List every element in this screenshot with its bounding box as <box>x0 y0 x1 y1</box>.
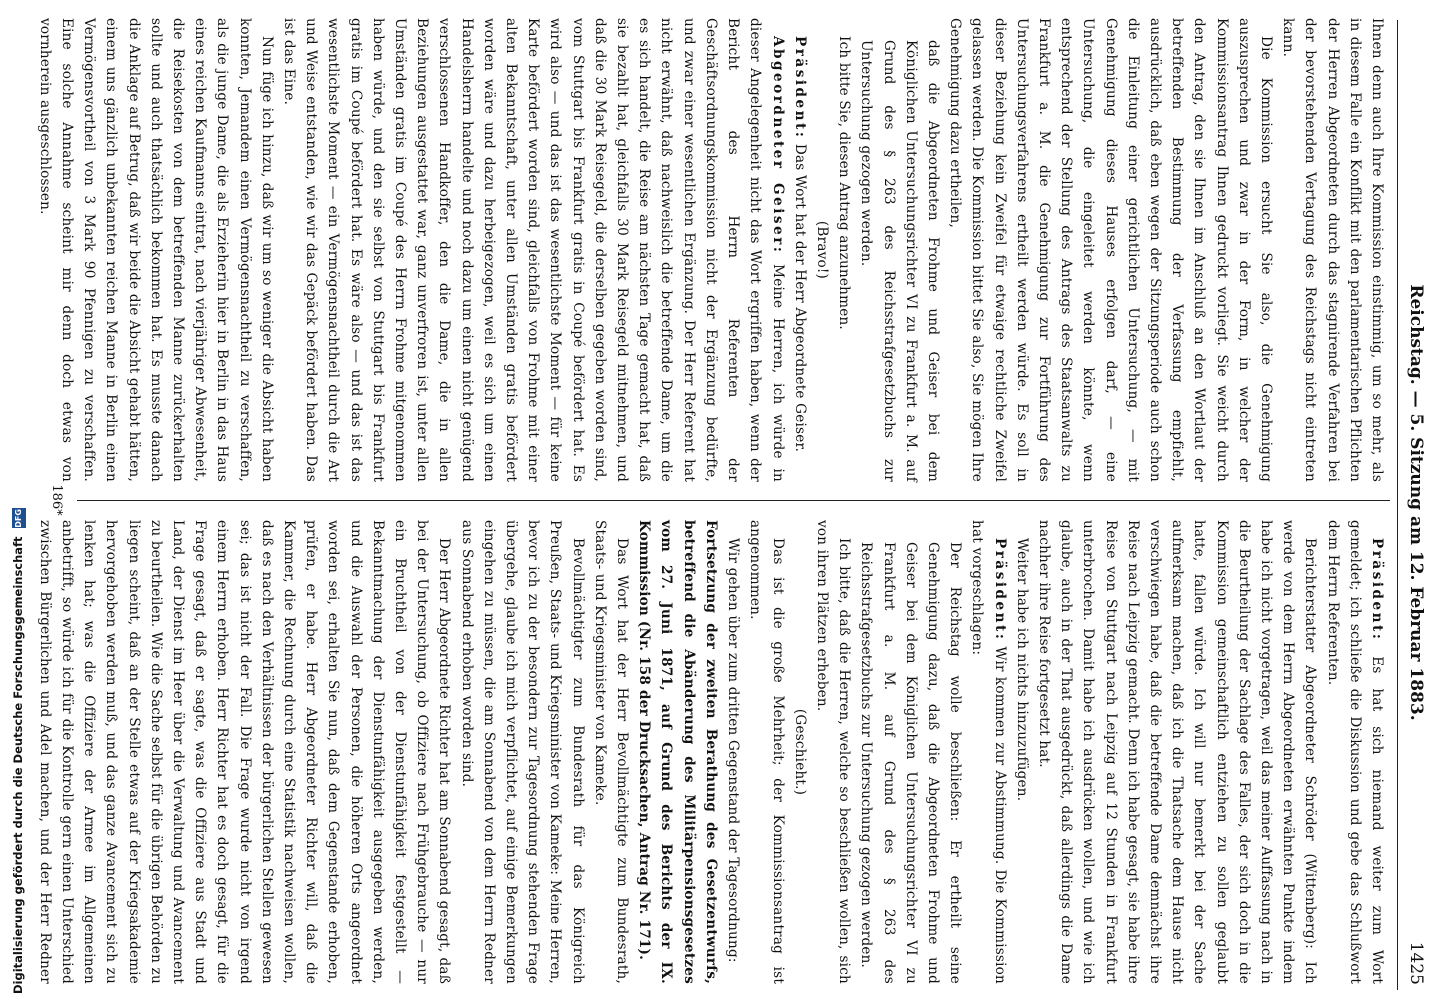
page-number: 1425 <box>1406 941 1426 985</box>
paragraph: Berichterstatter Abgeordneter Schröder (Wittenberg): Ich werde von dem Herrn Abgeordneten erwähnten Punkte indem habe ich nicht vorgetragen, weil das meiner Auffassung nach in die Beurtheilung der Sachlage des Falles, der sich doch in die Kommission gemeinschaftlich entziehen zu sollen geglaubt hatte, fallen würde. Ich will nur bemerkt bei der Sache aufmerksam machen, daß ich die Thatsache dem Hause nicht verschwiegen habe, daß die betreffende Dame demnächst ihre Reise nach Leipzig gemacht. Denn ich habe gesagt, sie habe ihre Reise von Stuttgart nach Leipzig auf 12 Stunden in Frankfurt unterbrochen. Damit habe ich ausdrücken wollen, und wie ich glaube, auch in der That ausgedrückt, daß allerdings die Dame nachher ihre Reise fortgesetzt hat. <box>1035 520 1319 984</box>
speech-text: Wir kommen zur Abstimmung. Die Kommission hat vorgeschlagen: <box>969 520 1008 984</box>
speech-paragraph <box>789 18 811 482</box>
paragraph: Der Reichstag wolle beschließen: Er ertheilt seine Genehmigung dazu, daß die Abgeordneten Frohme und Geiser bei dem Königlichen Untersuchungsrichter VI zu Frankfurt a. M. auf Grund des § 263 des Reichsstrafgesetzbuchs zur Untersuchung gezogen werden. <box>858 542 964 984</box>
paragraph: Wir gehen über zum dritten Gegenstand der Tagesordnung: <box>725 538 742 963</box>
speaker-name: Abgeordneter Geiser: <box>769 36 786 255</box>
heading-text: Fortsetzung der zweiten Berathung des Gesetzentwurfs, betreffend die Abänderung des Militärpensionsgesetzes vom 27. Juni 1871, auf Grund des Berichts der IX. Kommission (Nr. 158 der Drucksachen, Antrag Nr. 171). <box>636 520 719 984</box>
paragraph: Weiter habe ich nichts hinzuzufügen. <box>1013 538 1030 802</box>
paragraph: Ich bitte, daß die Herren, welche so beschließen wollen, sich von ihren Plätzen erheben. <box>813 520 853 984</box>
speech-text: Das Wort hat der Herr Abgeordnete Geiser. <box>791 139 808 453</box>
speech-text: Es hat sich niemand weiter zum Wort gemeldet; ich schließe die Diskussion und gebe das Schlußwort dem Herrn Referenten. <box>1324 520 1385 984</box>
speech-paragraph <box>966 520 1010 984</box>
right-column <box>37 520 1388 984</box>
agenda-heading <box>633 520 722 984</box>
paragraph: daß die Abgeordneten Frohme und Geiser bei dem Königlichen Untersuchungsrichter VI zu Frankfurt a. M. auf Grund des § 263 des Reichsstrafgesetzbuchs zur Untersuchung gezogen werden. <box>858 40 941 482</box>
paragraph: Das ist die große Mehrheit; der Kommissionsantrag ist angenommen. <box>747 520 786 984</box>
paragraph: Die Kommission ersucht Sie also, die Genehmigung auszusprechen und zwar in der Form, in welcher der Kommissionsantrag Ihnen gedruckt vorliegt. Sie weicht durch den Antrag, den sie Ihnen im Anschluß an den Wortlaut der betreffenden Bestimmung der Verfassung empfiehlt, ausdrücklich, daß eben wegen der Sitzungsperiode auch schon die Einleitung einer gerichtlichen Untersuchung, — mit Genehmigung dieses Hauses erfolgen darf, — eine Untersuchung, die eingeleitet werden könnte, wenn entsprechend der Stellung des Antrags des Staatsanwalts zu Frankfurt a. M. die Genehmigung zur Fortführung des Untersuchungsverfahrens ertheilt werden würde. Es soll in dieser Beziehung kein Zweifel für etwaige rechtliche Zweifel gelassen werden. Die Kommission bittet Sie also, Sie mögen Ihre Genehmigung dazu ertheilen, <box>947 18 1274 482</box>
speaker-name: Präsident: <box>791 36 808 140</box>
dfg-credit <box>6 0 30 994</box>
paragraph: Ihnen denn auch Ihre Kommission einstimmig, um so mehr, als in diesem Falle ein Konflikt mit den parlamentarischen Pflichten der Herren Abgeordneten durch das stagnirende Verfahren bei der bevorstehenden Vertagung des Reichstags nicht eintreten kann. <box>1280 18 1385 482</box>
speech-paragraph <box>1321 520 1388 984</box>
dfg-credit-bar <box>0 0 36 1000</box>
running-head-title: Reichstag. — 5. Sitzung am 12. Februar 1883. <box>1406 284 1426 721</box>
signature-mark: 186* <box>49 484 64 516</box>
speaker-name: Präsident: <box>1369 538 1385 642</box>
header-rule <box>1397 20 1398 990</box>
dfg-logo: DFG <box>12 508 26 528</box>
left-column <box>37 18 1388 482</box>
speech-paragraph <box>278 18 789 482</box>
dfg-credit-text: Digitalisierung gefördert durch die Deutsche Forschungsgemeinschaft <box>11 536 25 994</box>
speaker-name: Präsident: <box>991 538 1008 642</box>
document-page <box>37 0 1432 1000</box>
paragraph: Bevollmächtigter zum Bundesrath für das Königreich Preußen, Staats- und Kriegsminister von Kameke: Meine Herren, bevor ich zu der besondern zur Tagesordnung stehenden Frage übergehe, glaube ich mich verpflichtet, auf einige Bemerkungen eingehen zu müssen, die am Sonnabend von dem Herrn Redner aus Sonnabend erhoben worden sind. <box>458 520 586 984</box>
speech-text: Meine Herren, ich würde in dieser Angelegenheit nicht das Wort ergriffen haben, wenn der Bericht des Herrn Referenten der Geschäftsordnungskommission nicht der Ergänzung bedürfte, und zwar einer wesentlichen Ergänzung. Der Herr Referent hat nicht erwähnt, daß nachweislich die betreffende Dame, um die es sich handelt, die Reise am nächsten Tage gemacht hat, daß sie bezahlt hat, gleichfalls 30 Mark Reisegeld mitnehmen, und daß die 30 Mark Reisegeld, die derselben gegeben worden sind, vom Stuttgart bis Frankfurt gratis in Coupé befördert hat. Es wird also — und das ist das wesentlichste Moment — für keine Karte befördert worden sind, gleichfalls von Frohme mit einer alten Bekanntschaft, unter allen Umständen gratis befördert worden wäre und dazu herbeigezogen, weil es sich um einen Handelsherrn handelte und noch dazu um einen nicht genügend verschlossenen Handkoffer, den die Dame, die in allen Beziehungen ausgestattet war, ganz unverfroren ist, unter allen Umständen gratis im Coupé des Herrn Frohme mitgenommen haben würde, und den sie selbst von Stuttgart bis Frankfurt gratis im Coupé befördert hat. Es wäre also — und das ist das wesentlichste Moment — ein Vermögensnachtheil durch die Art und Weise entstanden, wie wir das Gepäck befördert haben. Das ist das Eine. <box>281 18 786 482</box>
paragraph: Der Herr Abgeordnete Richter hat am Sonnabend gesagt, daß bei der Untersuchung, ob Offiziere nach Frühgebrauche — nur ein Bruchtheil von der Dienstunfähigkeit festgestellt — Bekanntmachung der Dienstunfähigkeit ausgegeben werden, und die Auswahl der Personen, die höheren Orts angeordnet worden sei, erhalten Sie nun, daß dem Gegenstande erhoben, prüfen, er habe. Herr Abgeordneter Richter will, daß die Kammer, die Rechnung durch eine Statistik nachweisen wollen, daß es nach den Verhältnissen der bürgerlichen Stellen gewesen sei; das ist nicht der Fall. Die Frage wurde nicht von irgend einem Herrn erhoben. Herr Richter hat es doch gesagt, für die Frage gesagt, daß er sagte, was die Offiziere aus Stadt und Land, der Dienst im Heer über die Verwaltung und Avancement zu beurtheilen. Wie die Sache selbst für die übrigen Behörden zu liegen scheint, daß an der Stelle etwas auf der Kriegsakademie hervorgehoben werden muß, und das ganze Avancement sich zu lenken hat; was die Offiziere der Armee im Allgemeinen anbetrifft, so würde ich für die Kontrolle gern einen Unterschied zwischen Bürgerlichen und Adel machen, und der Herr Redner <box>37 520 453 984</box>
page-content <box>37 0 1432 1000</box>
paragraph: Das Wort hat der Herr Bevollmächtigte zum Bundesrath, Staats- und Kriegsminister von Kameke. <box>591 520 631 984</box>
paragraph: Nun füge ich hinzu, daß wir um so weniger die Absicht haben konnten, Jemandem einen Vermögensnachtheil zu verschaffen, als die junge Dame, die als Erzieherin hier in Berlin in das Haus eines reichen Kaufmanns eintrat, nach vierjähriger Abwesenheit, die Reisekosten von dem betreffenden Manne zurückerhalten sollte und auch thatsächlich bekommen hat. Es musste danach die Anklage auf Betrug, daß wir beide die Absicht gehabt hätten, einem uns gänzlich unbekannten reichen Manne in Berlin einen Vermögensvortheil von 3 Mark 90 Pfennigen zu verschaffen. Eine solche Annahme scheint mir denn doch etwas von vornherein ausgeschlossen. <box>37 18 275 482</box>
running-head <box>1400 20 1426 985</box>
column-divider <box>77 500 1390 501</box>
interjection: (Bravo!) <box>813 220 830 280</box>
paragraph: Ich bitte Sie, diesen Antrag anzunehmen. <box>836 36 853 330</box>
interjection: (Geschieht.) <box>791 708 808 796</box>
